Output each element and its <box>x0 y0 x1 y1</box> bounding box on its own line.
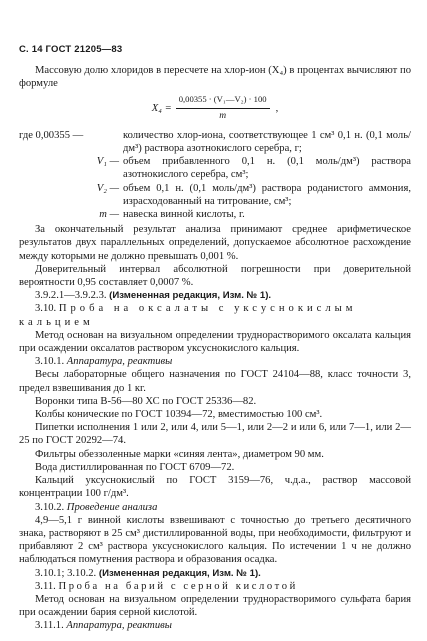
paragraph-result: За окончательный результат анализа принимают среднее арифметическое результатов двух параллельных определений, допускаемое абсолютное расхождение между которыми не должно превышать 0,001 %. <box>19 224 411 262</box>
section-3-10-2-text: 4,9—5,1 г винной кислоты взвешивают с точностью до третьего десятичного знака, растворяют в 25 см³ дистиллированной воды, при необходимости, фильтруют и прибавляют 2 см³ раствора уксуснокислого кальция. По истечении 1 ч не должно наблюдаться помутнения раствора и образования осадка. <box>19 514 411 566</box>
section-3-10-heading: 3.10. Проба на оксалаты с уксуснокислым кальцием <box>19 303 357 328</box>
paragraph-interval: Доверительный интервал абсолютной погрешности при доверительной вероятности 0,95 составляет 0,0007 %. <box>19 263 411 289</box>
formula-numerator: 0,00355 · (V₁—V₂) · 100 <box>176 93 270 108</box>
formula-lhs: X₄ = <box>151 102 172 114</box>
section-3-10-1-heading: 3.10.1. Аппаратура, реактивы <box>35 356 173 368</box>
definition-item: V₂ — объем 0,1 н. (0,1 моль/дм³) раствора роданистого аммония, израсходованный на титрование, см³; <box>96 182 411 207</box>
section-3-11-text: Метод основан на визуальном определении труднорастворимого сульфата бария при осаждении бария серной кислотой. <box>19 593 411 619</box>
apparatus-item: Воронки типа В-56—80 ХС по ГОСТ 25336—82. <box>35 395 257 407</box>
section-3-10-1-2-note: 3.10.1; 3.10.2. (Измененная редакция, Изм. № 1). <box>35 567 261 579</box>
page-content <box>19 64 411 633</box>
apparatus-item: Кальций уксуснокислый по ГОСТ 3159—76, ч.д.а., раствор массовой концентрации 100 г/дм³. <box>19 475 411 500</box>
section-3-11-heading: 3.11. Проба на барий с серной кислотой <box>35 580 298 592</box>
definitions-list <box>19 129 411 221</box>
definition-item: m — навеска винной кислоты, г. <box>99 209 245 221</box>
apparatus-item: Фильтры обеззоленные марки «синяя лента», диаметром 90 мм. <box>35 448 324 460</box>
section-3-11-1-heading: 3.11.1. Аппаратура, реактивы <box>35 620 172 632</box>
paragraph-intro: Массовую долю хлоридов в пересчете на хлор-ион (X₄) в процентах вычисляют по формуле <box>19 65 411 90</box>
section-3-10-text: Метод основан на визуальном определении труднорастворимого оксалата кальция при осаждении оксалатов раствором уксуснокислого кальция. <box>19 329 411 355</box>
apparatus-item: Весы лабораторные общего назначения по ГОСТ 24104—88, класс точности 3, предел взвешивания до 1 кг. <box>19 369 411 394</box>
section-3-10-2-heading: 3.10.2. Проведение анализа <box>35 501 158 513</box>
formula-end: , <box>275 102 279 114</box>
formula-x4 <box>19 93 411 122</box>
formula-fraction <box>176 93 270 122</box>
apparatus-item: Пипетки исполнения 1 или 2, или 4, или 5—1, или 2—2 и или 6, или 7—1, или 2—25 по ГОСТ 20292—74. <box>19 422 411 447</box>
apparatus-item: Вода дистиллированная по ГОСТ 6709—72. <box>35 461 235 473</box>
definition-item: V₁ — объем прибавленного 0,1 н. (0,1 моль/дм³) раствора азотнокислого серебра, см³; <box>96 156 411 181</box>
definition-item: где 0,00355 — количество хлор-иона, соответствующее 1 см³ 0,1 н. (0,1 моль/дм³) раствора азотнокислого серебра, г; <box>19 129 411 155</box>
formula-denominator: m <box>219 110 227 121</box>
apparatus-item: Колбы конические по ГОСТ 10394—72, вместимостью 100 см³. <box>35 409 323 421</box>
running-head: С. 14 ГОСТ 21205—83 <box>19 44 123 55</box>
section-3-9-2-note: 3.9.2.1—3.9.2.3. (Измененная редакция, Изм. № 1). <box>35 290 272 302</box>
